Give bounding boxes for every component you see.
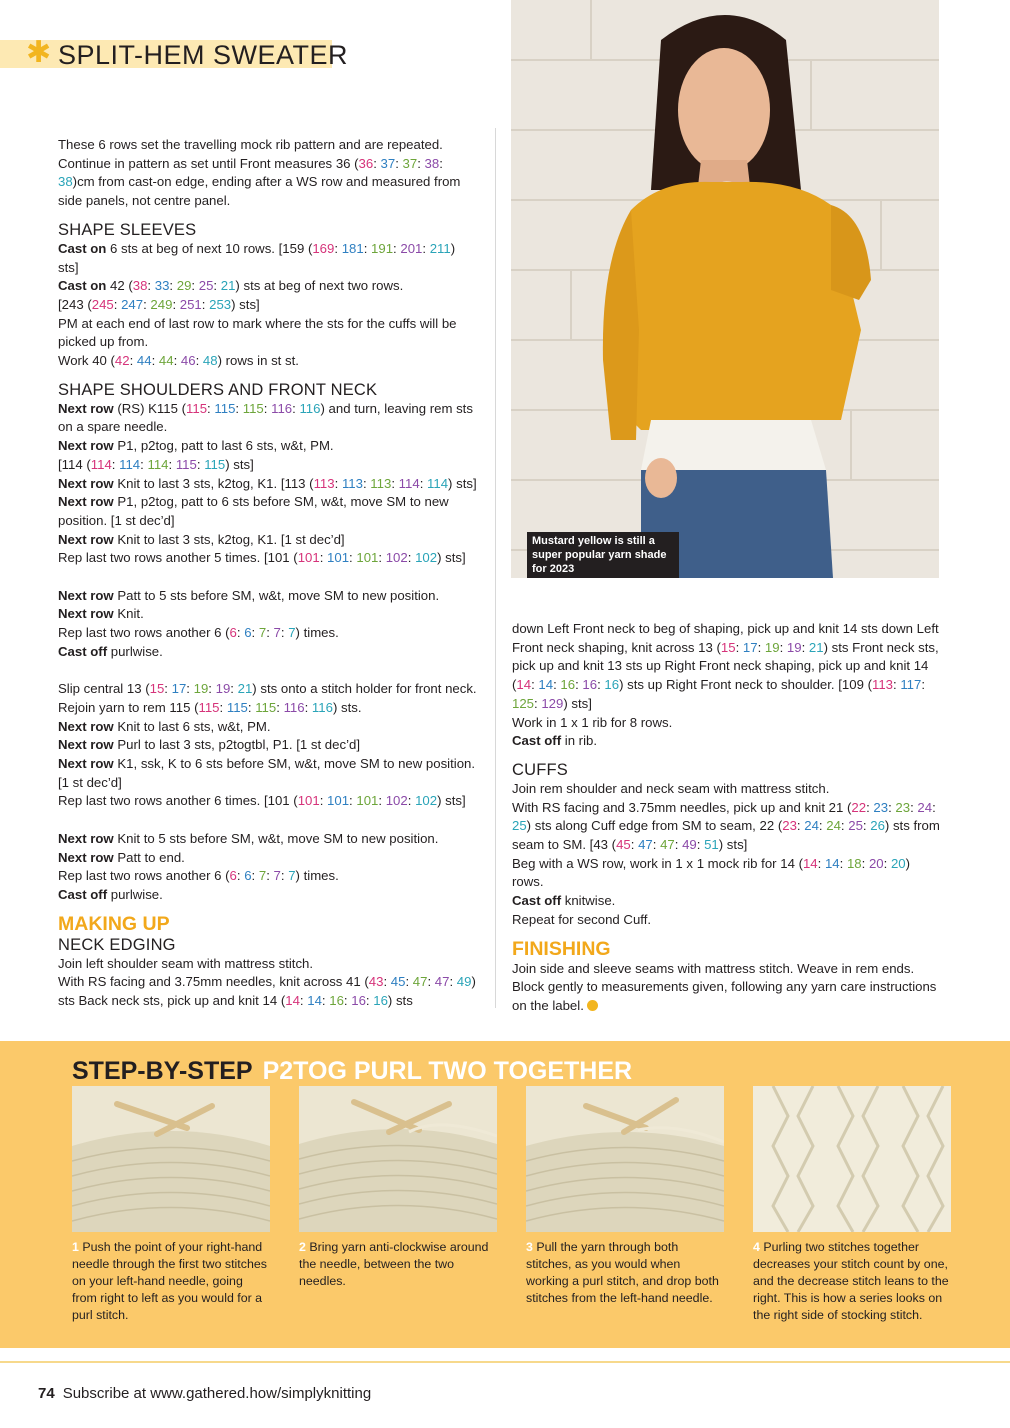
- right-column: [512, 620, 940, 1016]
- step-2-number: 2: [299, 1240, 306, 1254]
- step-1-number: 1: [72, 1240, 79, 1254]
- intro-paragraph: These 6 rows set the travelling mock rib pattern and are repeated. Continue in pattern as set until Front measures 36 (36: 37: 37: 38: 38)cm from cast-on edge, ending after a WS row and measured from side panels, not centre panel.: [58, 137, 461, 209]
- front-neck-instructions: Slip central 13 (15: 17: 19: 19: 21) sts onto a stitch holder for front neck. Rejoin yarn to rem 115 (115: 115: 115: 116: 116) sts. Next row Knit to last 6 sts, w&t, PM. Next row Purl to last 3 sts, p2togtbl, P1. [1 st dec’d] Next row K1, ssk, K to 6 sts before SM, w&t, move SM to new position. [1 st dec’d] Rep last two rows another 6 times. [101 (101: 101: 101: 102: 102) sts]: [58, 681, 477, 809]
- footer: [38, 1384, 371, 1404]
- page-title: SPLIT-HEM SWEATER: [58, 40, 349, 70]
- step-3-text: [526, 1239, 724, 1307]
- step-by-step-label: STEP-BY-STEP: [72, 1057, 253, 1085]
- subscribe-text: Subscribe at www.gathered.how/simplyknitting: [62, 1385, 372, 1402]
- step-3-photo: [526, 1086, 724, 1232]
- step-2: [299, 1086, 497, 1290]
- step-3: [526, 1086, 724, 1307]
- photo-caption: Mustard yellow is still a super popular yarn shade for 2023: [527, 532, 679, 578]
- shape-shoulders-heading: SHAPE SHOULDERS AND FRONT NECK: [58, 380, 378, 399]
- sweater-photo: [511, 0, 939, 578]
- finishing-heading: FINISHING: [512, 937, 611, 960]
- sleeves-instructions: Cast on 6 sts at beg of next 10 rows. [159 (169: 181: 191: 201: 211) sts] Cast on 42 (38: 33: 29: 25: 21) sts at beg of next two rows. [243 (245: 247: 249: 251: 253) sts] PM at each end of last row to mark where the sts for the cuffs will be picked up from. Work 40 (42: 44: 44: 46: 48) rows in st st.: [58, 240, 457, 369]
- step-2-photo: [299, 1086, 497, 1232]
- step-4-text: [753, 1239, 951, 1324]
- neck-edging-instructions: Join left shoulder seam with mattress stitch. With RS facing and 3.75mm needles, knit across 41 (43: 45: 47: 47: 49) sts Back neck sts, pick up and knit 14 (14: 14: 16: 16: 16) sts: [58, 955, 476, 1009]
- shape-sleeves-heading: SHAPE SLEEVES: [58, 220, 197, 239]
- column-divider: [495, 128, 496, 1008]
- step-4: [753, 1086, 951, 1324]
- step-by-step-title: [72, 1057, 632, 1085]
- front-neck-instructions-2: Next row Knit to 5 sts before SM, w&t, move SM to new position. Next row Patt to end. Rep last two rows another 6 (6: 6: 7: 7: 7) times. Cast off purlwise.: [58, 830, 439, 902]
- step-1-text: [72, 1239, 270, 1324]
- step-1-description: Push the point of your right-hand needle through the first two stitches on your left-hand needle, going from right to left as you would for a purl stitch.: [72, 1240, 267, 1322]
- step-1-photo: [72, 1086, 270, 1232]
- flower-icon: ✱: [26, 36, 52, 69]
- step-3-description: Pull the yarn through both stitches, as you would when working a purl stitch, and drop both stitches from the left-hand needle.: [526, 1240, 719, 1305]
- step-4-photo: [753, 1086, 951, 1232]
- neck-edging-continued: down Left Front neck to beg of shaping, pick up and knit 14 sts down Left Front neck shaping, knit across 13 (15: 17: 19: 19: 21) sts Front neck sts, pick up and knit 13 sts up Right Front neck shaping, pick up and knit 14 (14: 14: 16: 16: 16) sts up Right Front neck to shoulder. [109 (113: 117: 125: 129) sts] Work in 1 x 1 rib for 8 rows. Cast off in rib.: [512, 621, 939, 749]
- neck-edging-heading: NECK EDGING: [58, 935, 176, 954]
- cuffs-heading: CUFFS: [512, 760, 568, 779]
- shoulders-instructions: Next row (RS) K115 (115: 115: 115: 116: 116) and turn, leaving rem sts on a spare needle. Next row P1, p2tog, patt to last 6 sts, w&t, PM. [114 (114: 114: 114: 115: 115) sts] Next row Knit to last 3 sts, k2tog, K1. [113 (113: 113: 113: 114: 114) sts] Next row P1, p2tog, patt to 6 sts before SM, w&t, move SM to new position. [1 st dec’d] Next row Knit to last 3 sts, k2tog, K1. [1 st dec’d] Rep last two rows another 5 times. [101 (101: 101: 101: 102: 102) sts]: [58, 400, 477, 566]
- end-mark-icon: [587, 1000, 598, 1011]
- cuffs-instructions: Join rem shoulder and neck seam with mattress stitch. With RS facing and 3.75mm needles, pick up and knit 21 (22: 23: 23: 24: 25) sts along Cuff edge from SM to seam, 22 (23: 24: 24: 25: 26) sts from seam to SM. [43 (45: 47: 47: 49: 51) sts] Beg with a WS row, work in 1 x 1 mock rib for 14 (14: 14: 18: 20: 20) rows. Cast off knitwise. Repeat for second Cuff.: [512, 780, 940, 927]
- step-4-number: 4: [753, 1240, 760, 1254]
- left-column: [58, 136, 478, 1011]
- finishing-instructions: Join side and sleeve seams with mattress stitch. Weave in rem ends. Block gently to measurements given, following any yarn care instructions on the label.: [512, 960, 937, 1013]
- step-2-text: [299, 1239, 497, 1290]
- footer-rule: [0, 1361, 1010, 1363]
- shoulders-instructions-2: Next row Patt to 5 sts before SM, w&t, move SM to new position. Next row Knit. Rep last two rows another 6 (6: 6: 7: 7: 7) times. Cast off purlwise.: [58, 587, 440, 659]
- step-2-description: Bring yarn anti-clockwise around the needle, between the two needles.: [299, 1240, 489, 1288]
- page-number: 74: [38, 1385, 55, 1402]
- step-4-description: Purling two stitches together decreases your stitch count by one, and the decrease stitch leans to the right. This is how a series looks on the right side of stocking stitch.: [753, 1240, 949, 1322]
- making-up-heading: MAKING UP: [58, 912, 170, 935]
- step-1: [72, 1086, 270, 1324]
- step-3-number: 3: [526, 1240, 533, 1254]
- technique-title: P2TOG PURL TWO TOGETHER: [262, 1057, 633, 1085]
